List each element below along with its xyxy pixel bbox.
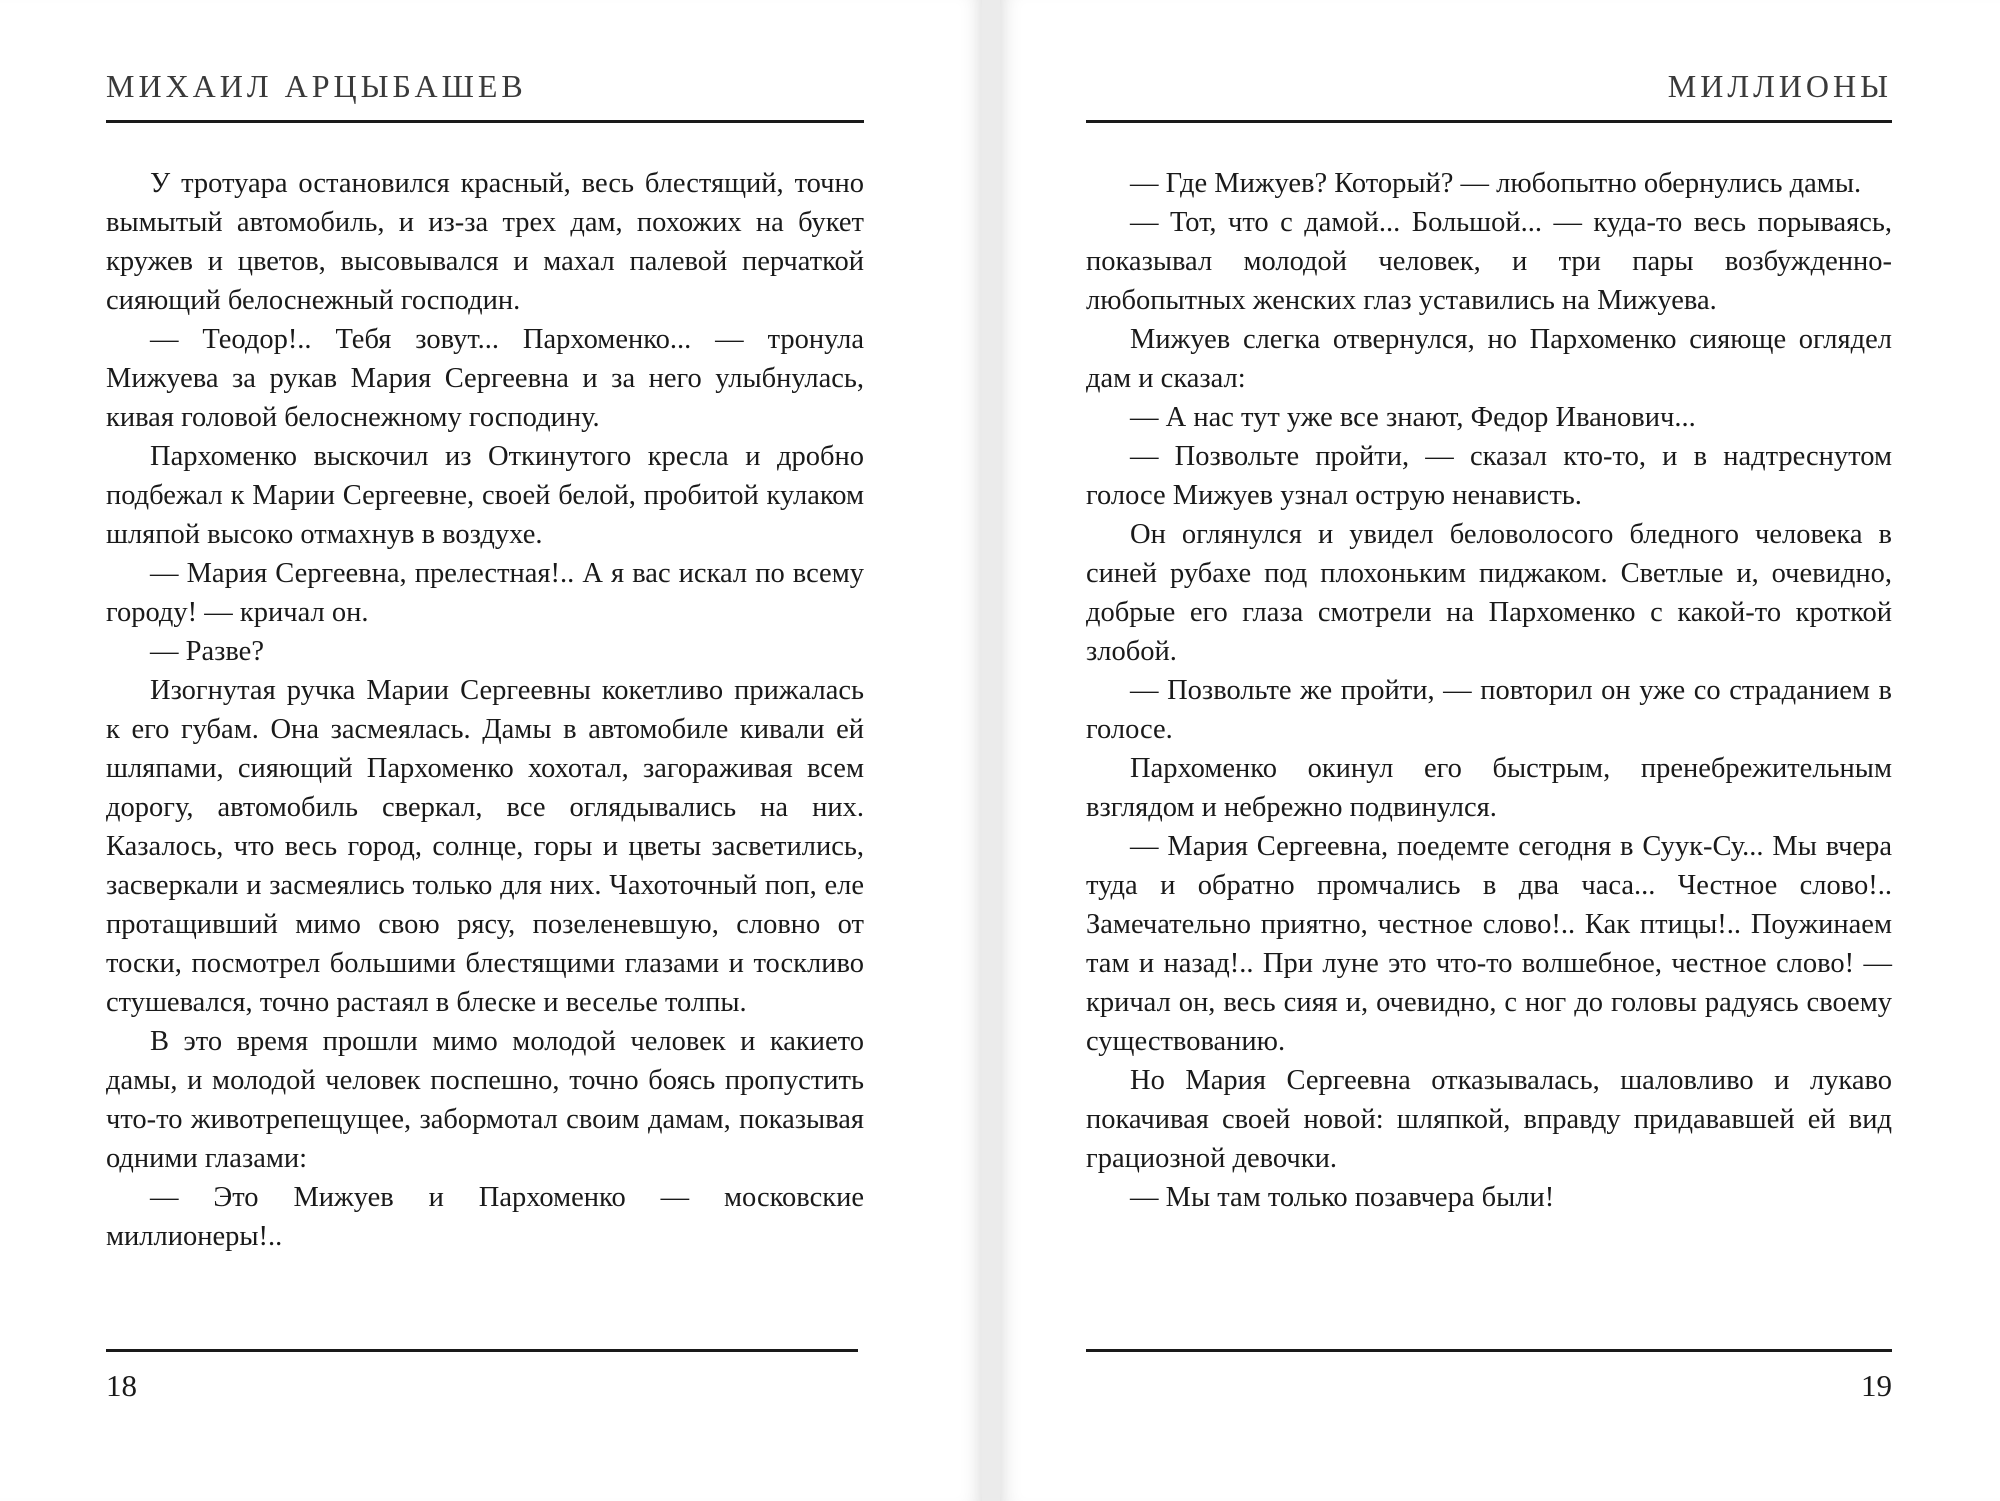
paragraph: — Позвольте пройти, — сказал кто-то, и в надтреснутом голосе Мижуев узнал острую ненависть.: [1086, 441, 1892, 511]
paragraph: Он оглянулся и увидел беловолосого бледного человека в синей рубахе под плохоньким пиджаком. Светлые и, очевидно, добрые его глаза смотрели на Пархоменко с какой-то кроткой злобой.: [1086, 519, 1892, 667]
paragraph: — Где Мижуев? Который? — любопытно обернулись дамы.: [1130, 168, 1862, 199]
paragraph: Изогнутая ручка Марии Сергеевны кокетливо прижалась к его губам. Она засмеялась. Дамы в автомобиле кивали ей шляпами, сияющий Пархоменко хохотал, загораживая всем дорогу, автомобиль сверкал, все оглядывались на них. Казалось, что весь город, солнце, горы и цветы засветились, засверкали и засмеялись только для них. Чахоточный поп, еле протащивший мимо свою рясу, позеленевшую, словно от тоски, посмотрел большими блестящими глазами и тоскливо стушевался, точно растаял в блеске и веселье толпы.: [106, 675, 864, 1018]
header-rule: [1086, 120, 1892, 123]
paragraph: — Тот, что с дамой... Большой... — куда-то весь порываясь, показывал молодой человек, и три пары возбужденно-любопытных женских глаз уставились на Мижуева.: [1086, 207, 1892, 316]
right-body-text: [1086, 164, 1892, 1217]
running-head-title: МИЛЛИОНЫ: [1667, 68, 1892, 104]
paragraph: — А нас тут уже все знают, Федор Иванович...: [1130, 402, 1696, 433]
footer-rule: [1086, 1349, 1892, 1352]
paragraph: — Мария Сергеевна, поедемте сегодня в Суук-Су... Мы вчера туда и обратно промчались в два часа... Честное слово!.. Замечательно приятно, честное слово!.. Как птицы!.. Поужинаем там и назад!.. При луне это что-то волшебное, честное слово! — кричал он, весь сияя и, очевидно, с ног до головы радуясь своему существованию.: [1086, 831, 1892, 1057]
page-number: 19: [1861, 1368, 1892, 1403]
paragraph: — Позвольте же пройти, — повторил он уже со страданием в голосе.: [1086, 675, 1892, 745]
paragraph: У тротуара остановился красный, весь блестящий, точно вымытый автомобиль, и из-за трех дам, похожих на букет кружев и цветов, высовывался и махал палевой перчаткой сияющий белоснежный господин.: [106, 168, 864, 316]
left-page: [0, 0, 982, 1501]
paragraph: Пархоменко окинул его быстрым, пренебрежительным взглядом и небрежно подвинулся.: [1086, 753, 1892, 823]
left-body-text: [106, 164, 864, 1256]
paragraph: — Это Мижуев и Пархоменко — московские миллионеры!..: [106, 1182, 864, 1252]
right-page: [1000, 0, 2000, 1501]
paragraph: Пархоменко выскочил из Откинутого кресла и дробно подбежал к Марии Сергеевне, своей белой, пробитой кулаком шляпой высоко отмахнув в воздухе.: [106, 441, 864, 550]
paragraph: Мижуев слегка отвернулся, но Пархоменко сияюще оглядел дам и сказал:: [1086, 324, 1892, 394]
paragraph: — Мы там только позавчера были!: [1130, 1182, 1555, 1213]
header-rule: [106, 120, 864, 123]
paragraph: В это время прошли мимо молодой человек и какието дамы, и молодой человек поспешно, точно боясь пропустить что-то животрепещущее, забормотал своим дамам, показывая одними глазами:: [106, 1026, 864, 1174]
paragraph: — Разве?: [150, 636, 264, 667]
footer-rule: [106, 1349, 858, 1352]
paragraph: — Мария Сергеевна, прелестная!.. А я вас искал по всему городу! — кричал он.: [106, 558, 864, 628]
page-number: 18: [106, 1368, 137, 1403]
running-head-author: МИХАИЛ АРЦЫБАШЕВ: [106, 68, 527, 104]
paragraph: Но Мария Сергеевна отказывалась, шаловливо и лукаво покачивая своей новой: шляпкой, вправду придававшей ей вид грациозной девочки.: [1086, 1065, 1892, 1174]
paragraph: — Теодор!.. Тебя зовут... Пархоменко... — тронула Мижуева за рукав Мария Сергеевна и за него улыбнулась, кивая головой белоснежному господину.: [106, 324, 864, 433]
